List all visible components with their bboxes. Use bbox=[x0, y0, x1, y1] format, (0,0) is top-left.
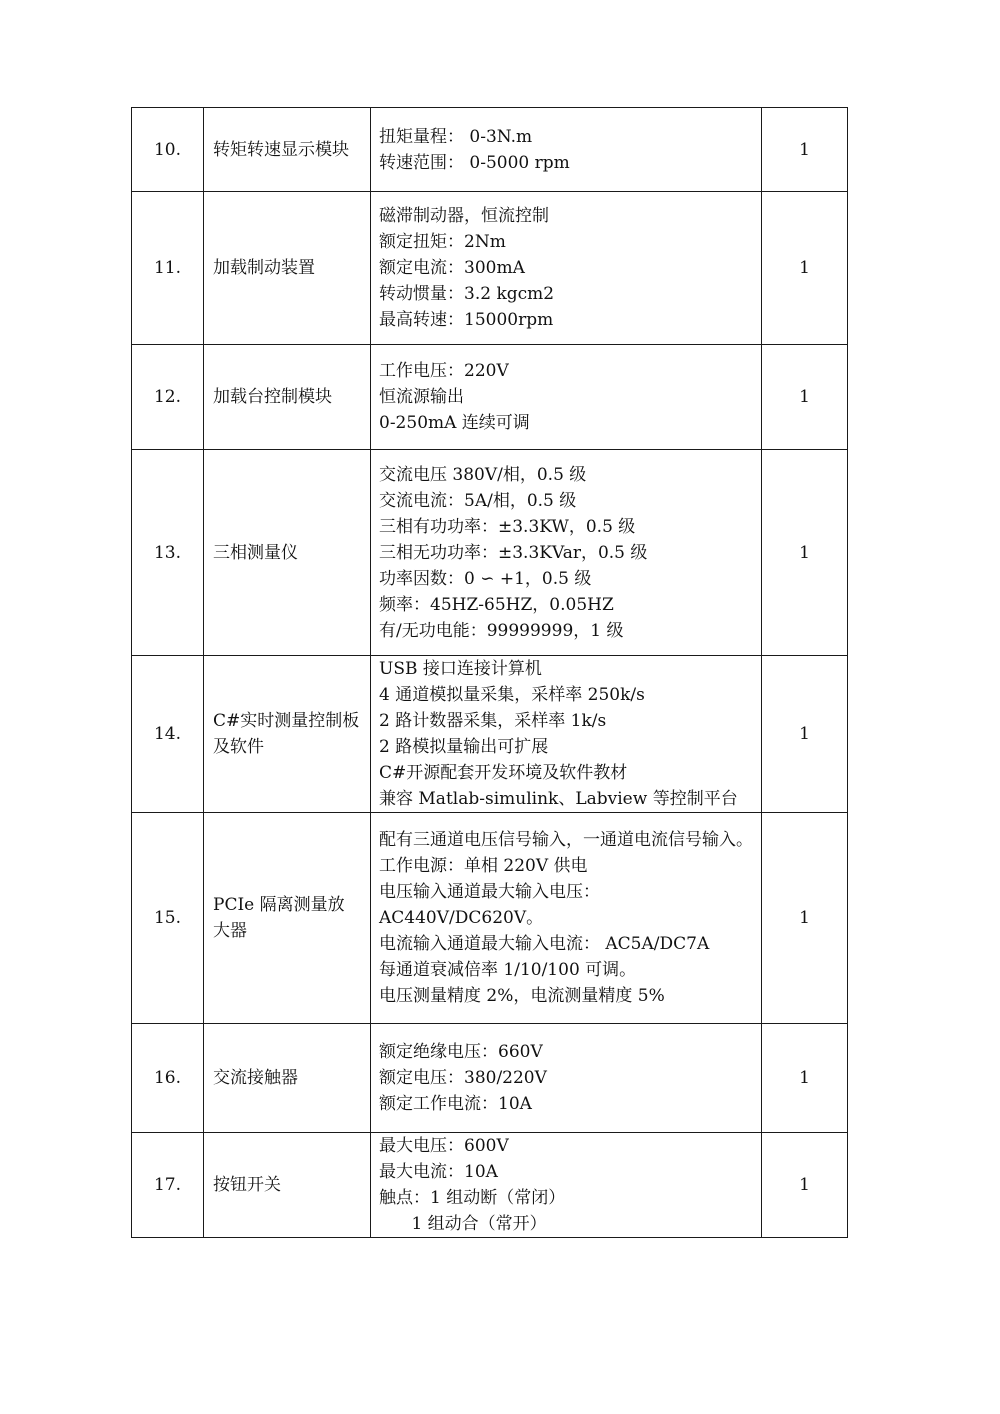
spec-line: 最大电压：600V bbox=[379, 1136, 509, 1156]
spec-line: 额定电流：300mA bbox=[379, 258, 525, 278]
spec-line: 交流电压 380V/相，0.5 级 bbox=[379, 464, 587, 485]
item-number: 12. bbox=[132, 345, 204, 450]
spec-line: 2 路模拟量输出可扩展 bbox=[379, 737, 549, 757]
spec-line: 兼容 Matlab-simulink、Labview 等控制平台 bbox=[379, 789, 738, 809]
spec-line: 每通道衰减倍率 1/10/100 可调。 bbox=[379, 960, 637, 980]
spec-line: 转动惯量：3.2 kgcm2 bbox=[379, 284, 555, 304]
table-row bbox=[132, 450, 848, 656]
spec-line: 交流电流：5A/相，0.5 级 bbox=[379, 490, 577, 511]
spec-line: 电压输入通道最大输入电压：AC440V/DC620V。 bbox=[379, 882, 600, 928]
item-quantity: 1 bbox=[762, 450, 848, 656]
item-specs bbox=[371, 345, 762, 450]
spec-line: 配有三通道电压信号输入，一通道电流信号输入。 bbox=[379, 830, 753, 850]
item-name: 按钮开关 bbox=[204, 1133, 371, 1238]
item-name: 三相测量仪 bbox=[204, 450, 371, 656]
spec-line: 频率：45HZ-65HZ，0.05HZ bbox=[379, 594, 614, 615]
item-name: 加载台控制模块 bbox=[204, 345, 371, 450]
spec-line: 转速范围： 0-5000 rpm bbox=[379, 152, 570, 173]
spec-line: 0-250mA 连续可调 bbox=[379, 413, 530, 433]
item-specs bbox=[371, 813, 762, 1024]
item-number: 11. bbox=[132, 192, 204, 345]
item-quantity: 1 bbox=[762, 345, 848, 450]
item-specs bbox=[371, 1024, 762, 1133]
spec-line: 最高转速：15000rpm bbox=[379, 310, 554, 330]
spec-line: USB 接口连接计算机 bbox=[379, 659, 542, 679]
item-number: 16. bbox=[132, 1024, 204, 1133]
table-row bbox=[132, 656, 848, 813]
spec-line: 额定电压：380/220V bbox=[379, 1068, 547, 1088]
item-quantity: 1 bbox=[762, 656, 848, 813]
spec-line: 工作电源：单相 220V 供电 bbox=[379, 856, 588, 876]
table-row bbox=[132, 1133, 848, 1238]
spec-line: 恒流源输出 bbox=[379, 387, 464, 407]
item-quantity: 1 bbox=[762, 1133, 848, 1238]
item-name: 转矩转速显示模块 bbox=[204, 108, 371, 192]
item-number: 15. bbox=[132, 813, 204, 1024]
equipment-spec-table bbox=[131, 107, 848, 1238]
item-name: 交流接触器 bbox=[204, 1024, 371, 1133]
table-row bbox=[132, 192, 848, 345]
spec-line: 额定扭矩：2Nm bbox=[379, 232, 506, 252]
table-row bbox=[132, 813, 848, 1024]
spec-line: 最大电流：10A bbox=[379, 1162, 498, 1182]
item-name: C#实时测量控制板及软件 bbox=[204, 656, 371, 813]
spec-line: 功率因数：0 ∽ +1，0.5 级 bbox=[379, 568, 592, 589]
spec-line: 电压测量精度 2%，电流测量精度 5% bbox=[379, 986, 665, 1006]
spec-line: 额定绝缘电压：660V bbox=[379, 1042, 543, 1062]
item-specs bbox=[371, 1133, 762, 1238]
spec-line: C#开源配套开发环境及软件教材 bbox=[379, 763, 628, 783]
table-row bbox=[132, 345, 848, 450]
spec-line: 有/无功电能：99999999，1 级 bbox=[379, 620, 624, 641]
item-name: 加载制动装置 bbox=[204, 192, 371, 345]
item-quantity: 1 bbox=[762, 1024, 848, 1133]
spec-line: 三相无功功率：±3.3KVar，0.5 级 bbox=[379, 542, 648, 563]
item-specs bbox=[371, 192, 762, 345]
spec-line: 额定工作电流：10A bbox=[379, 1094, 532, 1114]
item-quantity: 1 bbox=[762, 813, 848, 1024]
item-number: 13. bbox=[132, 450, 204, 656]
spec-line: 电流输入通道最大输入电流： AC5A/DC7A bbox=[379, 934, 710, 954]
item-number: 14. bbox=[132, 656, 204, 813]
item-quantity: 1 bbox=[762, 192, 848, 345]
item-number: 10. bbox=[132, 108, 204, 192]
spec-line: 三相有功功率：±3.3KW，0.5 级 bbox=[379, 516, 636, 537]
spec-line: 2 路计数器采集，采样率 1k/s bbox=[379, 711, 607, 731]
item-specs bbox=[371, 656, 762, 813]
table-row bbox=[132, 1024, 848, 1133]
table-row bbox=[132, 108, 848, 192]
spec-line: 4 通道模拟量采集，采样率 250k/s bbox=[379, 685, 645, 705]
item-quantity: 1 bbox=[762, 108, 848, 192]
item-name: PCIe 隔离测量放大器 bbox=[204, 813, 371, 1024]
spec-line: 磁滞制动器，恒流控制 bbox=[379, 206, 549, 226]
item-specs bbox=[371, 108, 762, 192]
spec-line: 1 组动合（常开） bbox=[379, 1214, 547, 1234]
spec-line: 触点：1 组动断（常闭） bbox=[379, 1188, 566, 1208]
spec-line: 工作电压：220V bbox=[379, 361, 509, 381]
item-specs bbox=[371, 450, 762, 656]
spec-line: 扭矩量程： 0-3N.m bbox=[379, 126, 533, 147]
item-number: 17. bbox=[132, 1133, 204, 1238]
